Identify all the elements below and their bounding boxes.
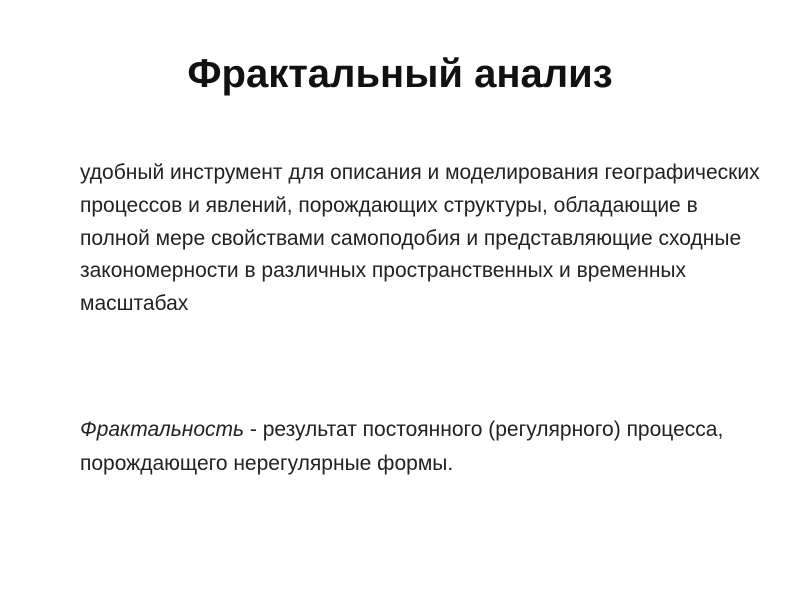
definition-paragraph [80, 413, 790, 480]
description-paragraph: удобный инструмент для описания и моделирования географических процессов и явлений, порождающих структуры, обладающие в полной мере свойствами самоподобия и представляющие сходные закономерности в различных пространственных и временных масштабах [80, 161, 760, 316]
definition-term: Фрактальность [80, 418, 245, 441]
slide-title: Фрактальный анализ [187, 52, 613, 96]
definition-text: - результат постоянного (регулярного) процесса, порождающего нерегулярные формы. [80, 418, 724, 475]
